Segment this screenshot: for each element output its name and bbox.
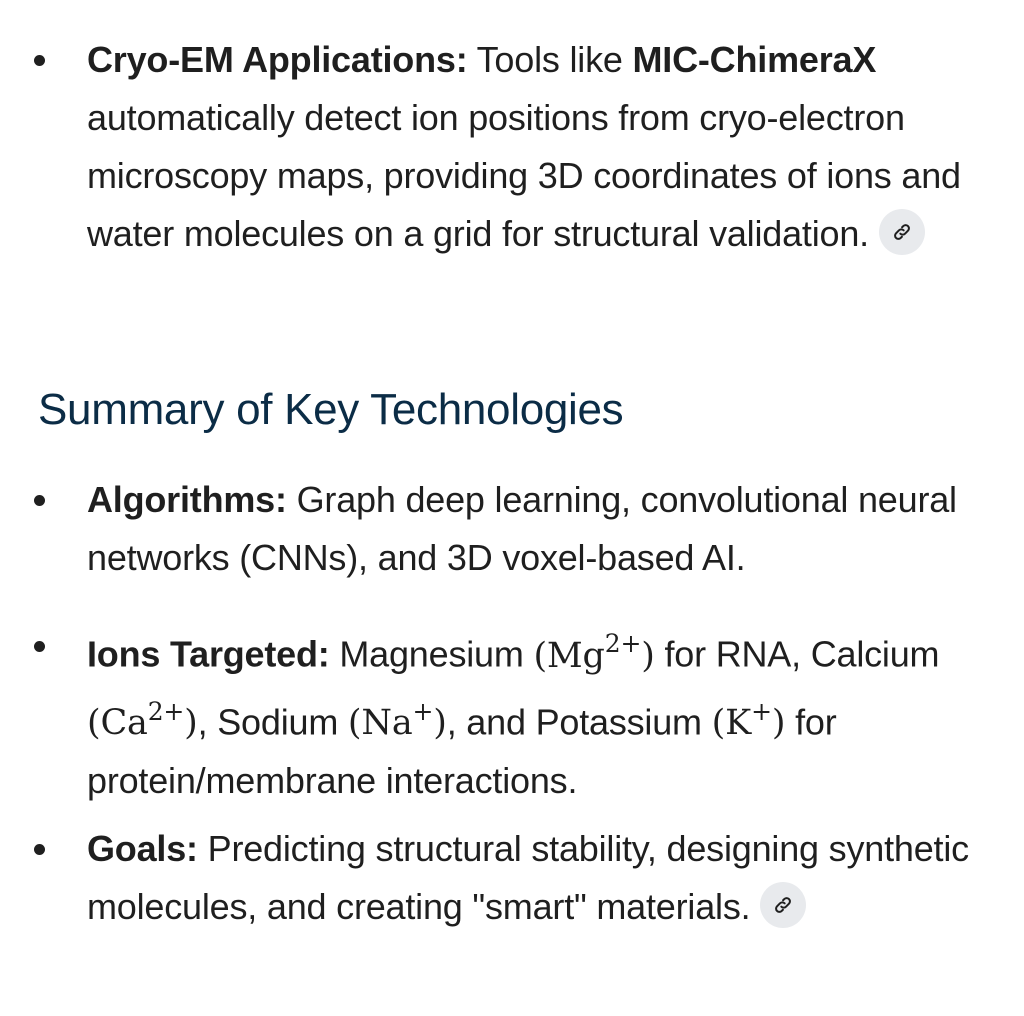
- item-label: Ions Targeted:: [87, 633, 330, 675]
- link-icon: [891, 221, 913, 243]
- bullet: [34, 641, 45, 652]
- formula-ca: $(Ca^{2+})$: [87, 696, 198, 744]
- formula-na: (Na+): [347, 696, 447, 744]
- link-icon: [772, 894, 794, 916]
- item-label: Algorithms:: [87, 479, 287, 520]
- list-item-goals: [87, 820, 997, 936]
- formula-mg: $(Mg^{2+})$: [533, 629, 655, 676]
- source-link-button[interactable]: [760, 882, 806, 928]
- item-label: Goals:: [87, 828, 198, 869]
- source-link-button[interactable]: [879, 209, 925, 255]
- item-text: Tools like: [467, 39, 633, 80]
- item-text: Predicting structural stability, designing synthetic molecules, and creating "smart" materials.: [87, 828, 969, 927]
- bullet: [34, 844, 45, 855]
- item-label: Cryo-EM Applications:: [87, 39, 468, 80]
- bullet: [34, 495, 45, 506]
- bullet: [34, 55, 45, 66]
- item-text: , Sodium: [197, 701, 348, 743]
- list-item-algorithms: [87, 471, 997, 587]
- item-text: Magnesium: [329, 633, 534, 675]
- item-text: , and Potassium: [446, 701, 712, 743]
- tool-name: MIC-ChimeraX: [632, 39, 877, 80]
- section-heading: Summary of Key Technologies: [38, 385, 624, 434]
- item-text: Graph deep learning, convolutional neural networks (CNNs), and 3D voxel-based AI.: [87, 479, 957, 578]
- item-text: for RNA, Calcium: [654, 633, 940, 675]
- item-text: for protein/membrane interactions.: [87, 701, 837, 802]
- item-text-continued: automatically detect ion positions from cryo-electron microscopy maps, providing 3D coordinates of ions and water molecules on a grid for structural validation.: [87, 97, 961, 254]
- list-item-ions-targeted: [87, 617, 997, 810]
- list-item-cryo-em: [87, 31, 997, 263]
- formula-k: (K+): [711, 696, 786, 744]
